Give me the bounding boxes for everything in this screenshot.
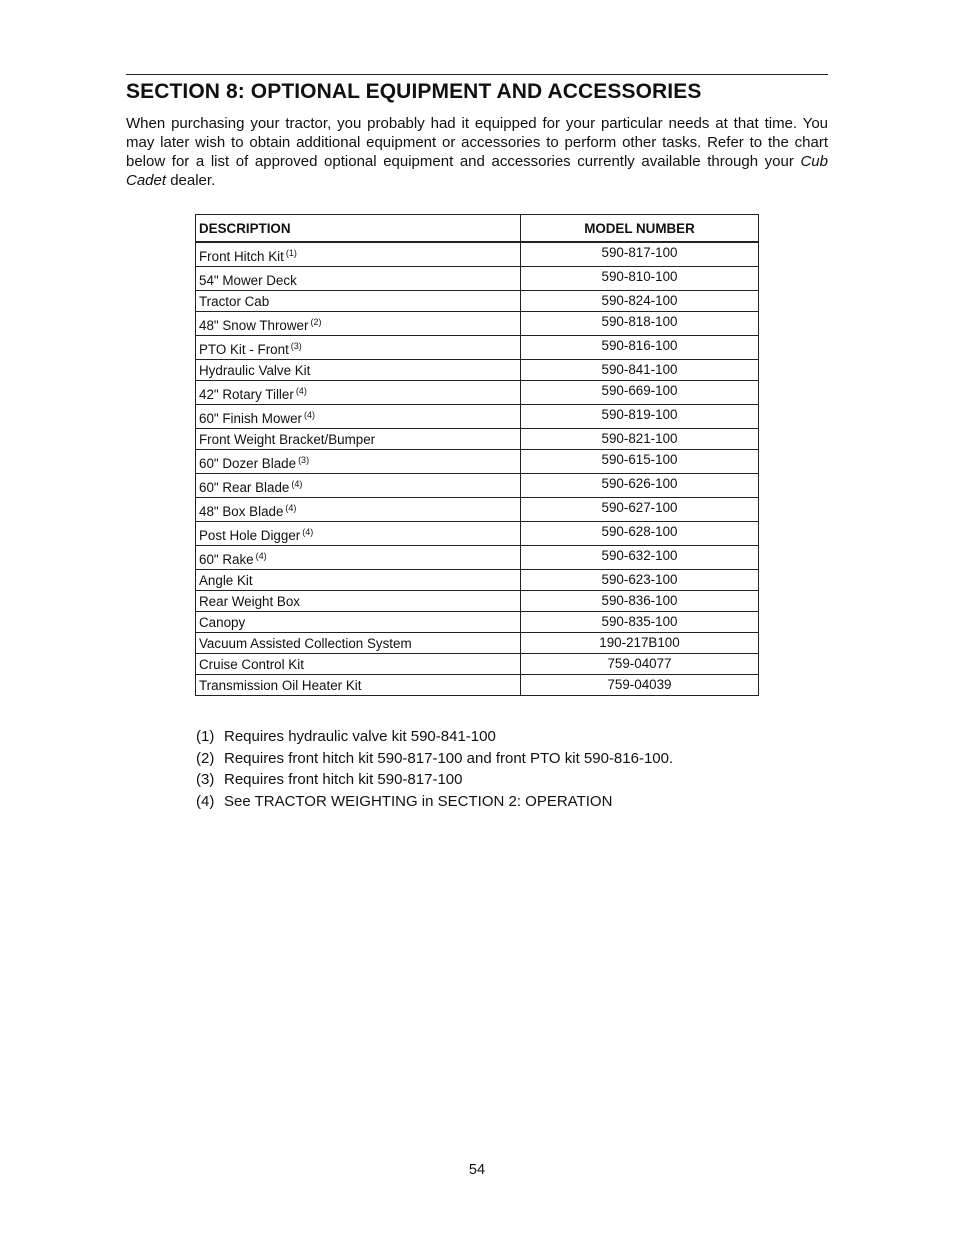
table-row: [196, 381, 759, 405]
table-row: [196, 498, 759, 522]
footnote-item: [196, 726, 673, 748]
footnote-ref: (4): [302, 527, 314, 537]
model-number: 590-819-100: [521, 405, 759, 429]
footnote-ref: (4): [291, 479, 303, 489]
description-text: Tractor Cab: [199, 294, 270, 309]
footnote-number: (4): [196, 792, 215, 810]
equipment-description: [196, 633, 521, 654]
model-number: 590-669-100: [521, 381, 759, 405]
description-text: 54" Mower Deck: [199, 273, 297, 288]
equipment-description: [196, 570, 521, 591]
table-row: [196, 675, 759, 696]
description-text: Front Hitch Kit: [199, 249, 284, 264]
table-row: [196, 474, 759, 498]
description-text: 48" Snow Thrower: [199, 318, 309, 333]
description-text: 60" Finish Mower: [199, 411, 302, 426]
description-text: 42" Rotary Tiller: [199, 387, 294, 402]
model-number: 590-817-100: [521, 242, 759, 267]
description-text: Canopy: [199, 615, 246, 630]
model-number: 759-04077: [521, 654, 759, 675]
table-row: [196, 360, 759, 381]
equipment-description: [196, 654, 521, 675]
footnote-text: See TRACTOR WEIGHTING in SECTION 2: OPERATION: [224, 792, 613, 810]
equipment-description: [196, 312, 521, 336]
table-row: [196, 612, 759, 633]
description-text: Angle Kit: [199, 573, 253, 588]
header-rule: [126, 74, 828, 75]
equipment-description: [196, 405, 521, 429]
footnote-ref: (3): [298, 455, 310, 465]
equipment-description: [196, 675, 521, 696]
table-row: [196, 312, 759, 336]
equipment-table-body: [196, 242, 759, 696]
equipment-description: [196, 242, 521, 267]
model-number: 759-04039: [521, 675, 759, 696]
intro-paragraph: [126, 114, 828, 190]
model-number: 590-627-100: [521, 498, 759, 522]
model-number: 590-628-100: [521, 522, 759, 546]
model-number: 590-836-100: [521, 591, 759, 612]
equipment-description: [196, 336, 521, 360]
footnote-number: (1): [196, 728, 215, 745]
equipment-description: [196, 360, 521, 381]
table-row: [196, 336, 759, 360]
model-number: 590-841-100: [521, 360, 759, 381]
equipment-description: [196, 450, 521, 474]
description-text: Vacuum Assisted Collection System: [199, 636, 412, 651]
description-text: 60" Dozer Blade: [199, 456, 297, 471]
equipment-description: [196, 267, 521, 291]
footnote-item: [196, 769, 673, 791]
description-text: Rear Weight Box: [199, 594, 300, 609]
table-row: [196, 570, 759, 591]
model-number: 190-217B100: [521, 633, 759, 654]
model-number: 590-615-100: [521, 450, 759, 474]
footnote-item: [196, 748, 673, 770]
footnote-ref: (4): [295, 386, 307, 396]
equipment-description: [196, 291, 521, 312]
brand-name: Cub Cadet: [126, 153, 828, 189]
equipment-table: [195, 214, 759, 696]
description-text: Front Weight Bracket/Bumper: [199, 432, 376, 447]
table-row: [196, 654, 759, 675]
footnote-number: (3): [196, 771, 215, 788]
equipment-description: [196, 429, 521, 450]
table-row: [196, 291, 759, 312]
page-number: 54: [468, 1162, 486, 1178]
description-text: Hydraulic Valve Kit: [199, 363, 311, 378]
table-row: [196, 405, 759, 429]
table-row: [196, 546, 759, 570]
intro-text-end: dealer.: [166, 172, 216, 189]
footnote-item: [196, 791, 673, 813]
footnote-ref: (3): [290, 341, 302, 351]
footnote-ref: (4): [285, 503, 297, 513]
description-text: 60" Rake: [199, 552, 254, 567]
equipment-description: [196, 381, 521, 405]
table-row: [196, 267, 759, 291]
description-text: Transmission Oil Heater Kit: [199, 678, 362, 693]
footnote-ref: (2): [310, 317, 322, 327]
table-row: [196, 522, 759, 546]
footnote-number: (2): [196, 749, 215, 767]
footnote-text: Requires front hitch kit 590-817-100: [224, 771, 463, 788]
footnote-ref: (4): [255, 551, 267, 561]
equipment-description: [196, 546, 521, 570]
equipment-description: [196, 612, 521, 633]
table-row: [196, 633, 759, 654]
model-number: 590-818-100: [521, 312, 759, 336]
model-number: 590-816-100: [521, 336, 759, 360]
section-title: SECTION 8: OPTIONAL EQUIPMENT AND ACCESSORIES: [126, 80, 702, 103]
equipment-description: [196, 498, 521, 522]
footnote-text: Requires front hitch kit 590-817-100 and front PTO kit 590-816-100.: [224, 749, 674, 767]
description-text: PTO Kit - Front: [199, 342, 289, 357]
model-number: 590-623-100: [521, 570, 759, 591]
table-header-row: [196, 215, 759, 243]
description-header: DESCRIPTION: [196, 215, 521, 243]
table-row: [196, 429, 759, 450]
footnote-text: Requires hydraulic valve kit 590-841-100: [224, 728, 496, 745]
equipment-description: [196, 591, 521, 612]
model-number: 590-810-100: [521, 267, 759, 291]
footnotes-list: [196, 726, 673, 812]
table-row: [196, 450, 759, 474]
table-row: [196, 242, 759, 267]
intro-text: When purchasing your tractor, you probably had it equipped for your particular needs at that time. You may later wish to obtain additional equipment or accessories to perform other tasks. Refer to the chart below for a list of approved optional equipment and accessories currently available through your: [126, 115, 828, 170]
model-number: 590-632-100: [521, 546, 759, 570]
description-text: 48" Box Blade: [199, 504, 284, 519]
footnote-ref: (4): [304, 410, 315, 420]
table-row: [196, 591, 759, 612]
model-number: 590-835-100: [521, 612, 759, 633]
description-text: Post Hole Digger: [199, 528, 301, 543]
model-number: 590-821-100: [521, 429, 759, 450]
description-text: Cruise Control Kit: [199, 657, 304, 672]
model-number: 590-824-100: [521, 291, 759, 312]
description-text: 60" Rear Blade: [199, 480, 290, 495]
model-number-header: MODEL NUMBER: [521, 215, 759, 243]
equipment-description: [196, 522, 521, 546]
equipment-description: [196, 474, 521, 498]
model-number: 590-626-100: [521, 474, 759, 498]
footnote-ref: (1): [285, 248, 297, 258]
